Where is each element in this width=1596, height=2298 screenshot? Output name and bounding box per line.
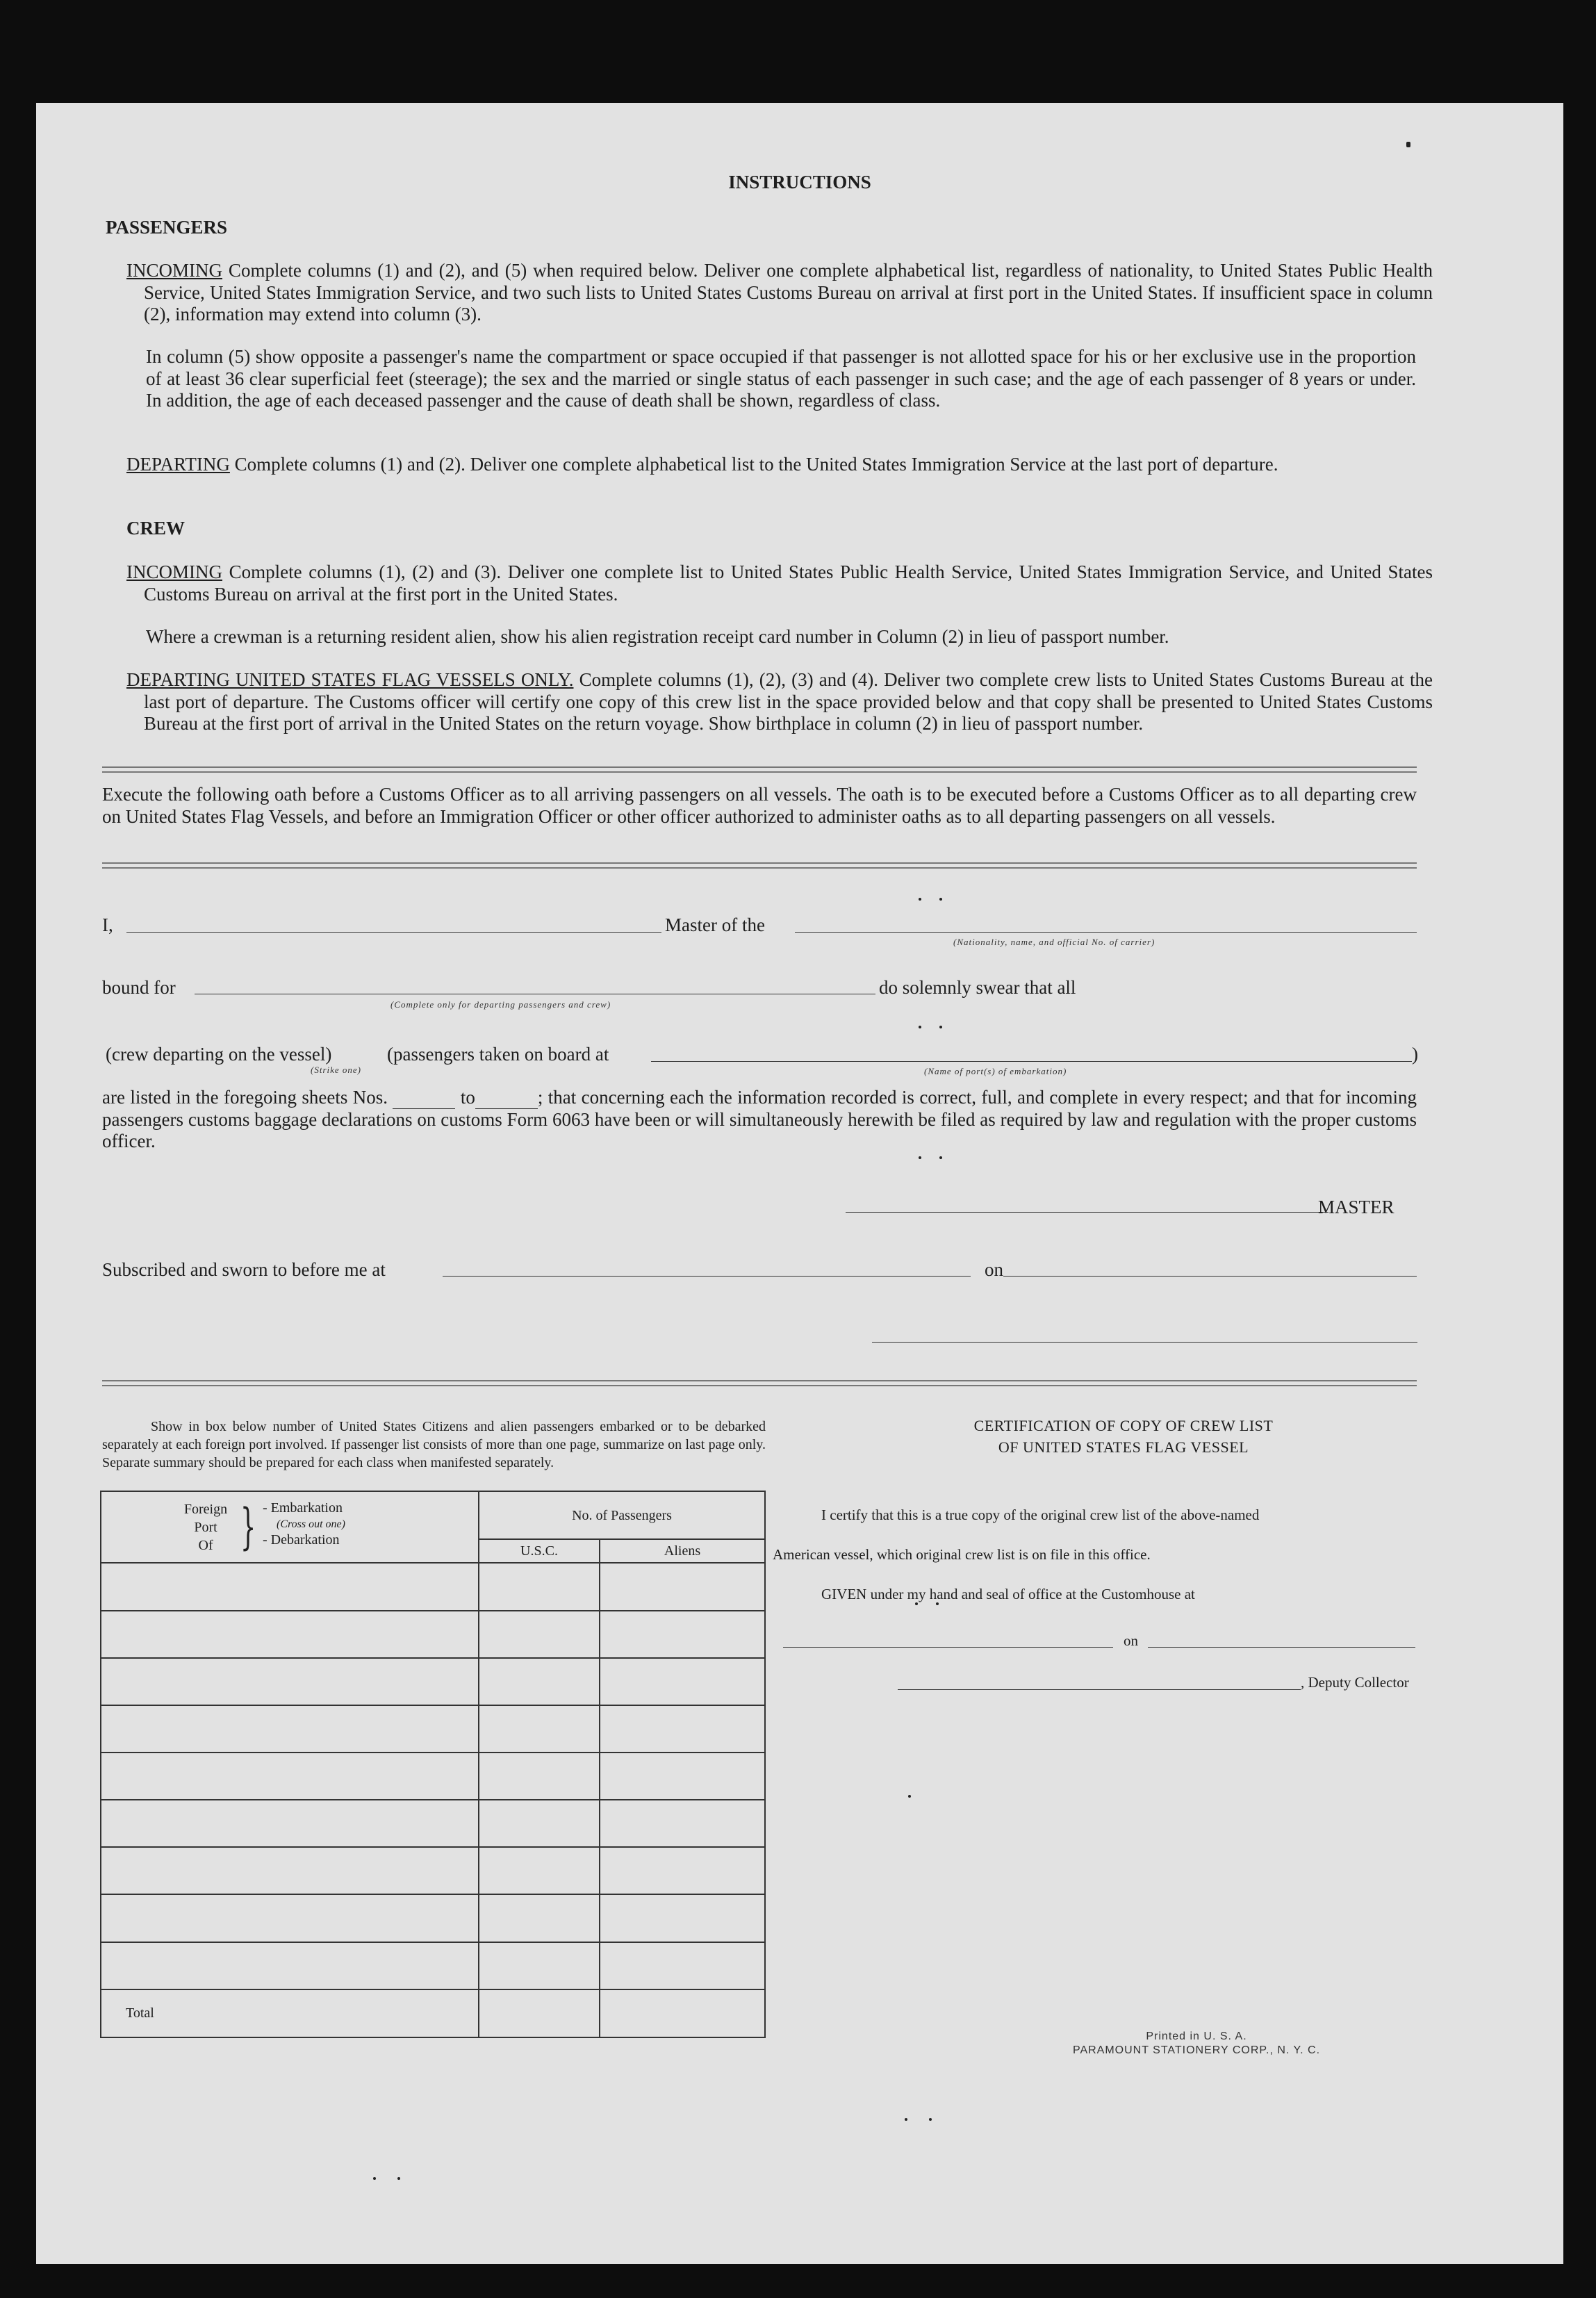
usc-cell[interactable] bbox=[479, 1563, 600, 1611]
port-cell[interactable] bbox=[101, 1563, 479, 1611]
divider bbox=[102, 862, 1417, 869]
passengers-departing-label: DEPARTING bbox=[126, 454, 230, 475]
crew-departing-option: (crew departing on the vessel) bbox=[106, 1044, 332, 1065]
aliens-cell[interactable] bbox=[600, 1658, 765, 1705]
summary-note: Show in box below number of United States Citizens and alien passengers embarked or to be debarked separately at each foreign port involved. If passenger list consists of more than one page, summarize on last page only. Separate summary should be prepared for each class when manifested separately. bbox=[102, 1419, 766, 1470]
officer-signature-field[interactable] bbox=[872, 1342, 1417, 1343]
no-passengers-header: No. of Passengers bbox=[479, 1491, 765, 1539]
speck bbox=[919, 898, 921, 901]
port-cell[interactable] bbox=[101, 1894, 479, 1942]
usc-cell[interactable] bbox=[479, 1942, 600, 1989]
aliens-cell[interactable] bbox=[600, 1611, 765, 1658]
form-page bbox=[36, 103, 1563, 2264]
passengers-incoming-text: Complete columns (1) and (2), and (5) when required below. Deliver one complete alphabetical list, regardless of nationality, to United States Public Health Service, United States Immigration Service, and two such lists to United States Customs Bureau on arrival at first port in the United States. If insufficient space in column (2), information may extend into column (3). bbox=[144, 260, 1433, 325]
certification-text2: American vessel, which original crew list is on file in this office. bbox=[773, 1546, 1151, 1563]
aliens-cell[interactable] bbox=[600, 1942, 765, 1989]
crew-incoming-paragraph bbox=[126, 561, 1433, 605]
speck bbox=[397, 2177, 400, 2180]
usc-cell[interactable] bbox=[479, 1847, 600, 1894]
divider bbox=[102, 766, 1417, 773]
printer-line1: Printed in U. S. A. bbox=[1146, 2030, 1247, 2042]
passengers-column5-paragraph: In column (5) show opposite a passenger's name the compartment or space occupied if that passenger is not allotted space for his or her exclusive use in the proportion of at least 36 clear superficial feet (steerage); the sex and the married or single status of each passenger in such case; and the age of each passenger of 8 years or under. In addition, the age of each deceased passenger and the cause of death shall be shown, regardless of class. bbox=[146, 346, 1416, 411]
certification-title-line1: CERTIFICATION OF COPY OF CREW LIST bbox=[973, 1417, 1274, 1434]
port-cell[interactable] bbox=[101, 1658, 479, 1705]
certification-on-label: on bbox=[1124, 1632, 1138, 1649]
usc-cell[interactable] bbox=[479, 1894, 600, 1942]
speck bbox=[908, 1795, 911, 1798]
crew-departing-label: DEPARTING UNITED STATES FLAG VESSELS ONLY. bbox=[126, 669, 574, 690]
passengers-incoming-label: INCOMING bbox=[126, 260, 222, 281]
foreign-label: Foreign bbox=[183, 1502, 228, 1517]
aliens-cell[interactable] bbox=[600, 1847, 765, 1894]
usc-cell[interactable] bbox=[479, 1705, 600, 1753]
speck bbox=[905, 2118, 907, 2121]
oath-instructions: Execute the following oath before a Customs Officer as to all arriving passengers on all vessels. The oath is to be executed before a Customs Officer as to all departing crew on United States Flag Vessels, and before an Immigration Officer or other officer authorized to administer oaths as to all departing passengers on all vessels. bbox=[102, 784, 1417, 827]
embarkation-label: - Embarkation bbox=[263, 1500, 343, 1516]
crew-incoming-label: INCOMING bbox=[126, 561, 222, 582]
crew-incoming-text: Complete columns (1), (2) and (3). Deliver one complete list to United States Public Health Service, United States Immigration Service, and United States Customs Bureau on arrival at the first port in the United States. bbox=[144, 561, 1433, 605]
usc-cell[interactable] bbox=[479, 1611, 600, 1658]
sheet-from-field[interactable] bbox=[393, 1087, 455, 1109]
of-label: Of bbox=[198, 1538, 213, 1553]
master-of-the-label: Master of the bbox=[665, 914, 765, 935]
speck bbox=[919, 1156, 921, 1159]
usc-cell[interactable] bbox=[479, 1658, 600, 1705]
oath-i-label: I, bbox=[102, 914, 113, 935]
certification-title bbox=[835, 1415, 1412, 1458]
close-paren: ) bbox=[1412, 1044, 1418, 1065]
port-cell[interactable] bbox=[101, 1705, 479, 1753]
port-cell[interactable] bbox=[101, 1942, 479, 1989]
speck bbox=[929, 2118, 932, 2121]
usc-cell[interactable] bbox=[479, 1753, 600, 1800]
port-cell[interactable] bbox=[101, 1753, 479, 1800]
aliens-cell[interactable] bbox=[600, 1705, 765, 1753]
port-cell[interactable] bbox=[101, 1847, 479, 1894]
sworn-location-field[interactable] bbox=[443, 1276, 971, 1277]
oath-statement bbox=[102, 1087, 1417, 1152]
sheet-to-field[interactable] bbox=[475, 1087, 538, 1109]
aliens-cell[interactable] bbox=[600, 1894, 765, 1942]
crew-departing-text: Complete columns (1), (2), (3) and (4). Deliver two complete crew lists to United States Customs Bureau at the last port of departure. The Customs officer will certify one copy of this crew list in the space provided below and that copy shall be presented to United States Customs Bureau at the first port of arrival in the United States on the return voyage. Show birthplace in column (2) in lieu of passport number. bbox=[144, 669, 1433, 734]
printer-line2: PARAMOUNT STATIONERY CORP., N. Y. C. bbox=[1072, 2044, 1321, 2056]
passengers-heading: PASSENGERS bbox=[106, 217, 228, 238]
master-signature-field[interactable] bbox=[846, 1212, 1328, 1213]
passenger-summary-table bbox=[100, 1491, 766, 2038]
usc-total-cell[interactable] bbox=[479, 1989, 600, 2037]
sworn-date-field[interactable] bbox=[1003, 1276, 1417, 1277]
passengers-departing-text: Complete columns (1) and (2). Deliver one complete alphabetical list to the United States Immigration Service at the last port of departure. bbox=[229, 454, 1278, 475]
passengers-departing-paragraph bbox=[126, 454, 1433, 476]
passengers-incoming-paragraph bbox=[126, 260, 1433, 326]
certification-text1: I certify that this is a true copy of the original crew list of the above-named bbox=[821, 1507, 1260, 1523]
printer-imprint bbox=[1016, 2030, 1377, 2058]
bound-caption: (Complete only for departing passengers and crew) bbox=[390, 999, 611, 1010]
master-label: MASTER bbox=[1318, 1197, 1395, 1217]
speck bbox=[939, 1026, 942, 1028]
port-cell[interactable] bbox=[101, 1800, 479, 1847]
cross-out-label: (Cross out one) bbox=[277, 1518, 345, 1530]
port-header-cell bbox=[101, 1491, 479, 1563]
crew-departing-paragraph bbox=[126, 669, 1433, 735]
carrier-caption: (Nationality, name, and official No. of carrier) bbox=[953, 937, 1155, 947]
debarkation-label: - Debarkation bbox=[263, 1532, 340, 1548]
page-title: INSTRUCTIONS bbox=[728, 172, 871, 192]
strike-one-caption: (Strike one) bbox=[311, 1065, 362, 1075]
certification-title-line2: OF UNITED STATES FLAG VESSEL bbox=[998, 1438, 1249, 1456]
master-name-field[interactable] bbox=[126, 932, 661, 933]
sheets-to-label: to bbox=[460, 1087, 475, 1108]
port-caption: (Name of port(s) of embarkation) bbox=[924, 1066, 1067, 1076]
port-of-embarkation-field[interactable] bbox=[651, 1061, 1412, 1062]
port-cell[interactable] bbox=[101, 1611, 479, 1658]
oath-statement-text: ; that concerning each the information recorded is correct, full, and complete in every respect; and that for incoming passengers customs baggage declarations on customs Form 6063 have been or will simultaneously herewith be filed as required by law and regulation with the proper customs officer. bbox=[102, 1087, 1417, 1151]
aliens-cell[interactable] bbox=[600, 1563, 765, 1611]
usc-cell[interactable] bbox=[479, 1800, 600, 1847]
aliens-header: Aliens bbox=[600, 1539, 765, 1562]
deputy-collector-label: , Deputy Collector bbox=[1301, 1674, 1409, 1691]
deputy-signature-field[interactable] bbox=[898, 1689, 1301, 1690]
crew-resident-paragraph: Where a crewman is a returning resident alien, show his alien registration receipt card number in Column (2) in lieu of passport number. bbox=[146, 626, 1169, 647]
speck bbox=[915, 1602, 918, 1605]
sworn-on-label: on bbox=[985, 1259, 1003, 1280]
speck bbox=[1406, 142, 1410, 147]
subscribed-label: Subscribed and sworn to before me at bbox=[102, 1259, 386, 1280]
usc-header: U.S.C. bbox=[479, 1539, 600, 1562]
divider bbox=[102, 1380, 1417, 1386]
speck bbox=[939, 898, 942, 901]
aliens-total-cell[interactable] bbox=[600, 1989, 765, 2037]
aliens-cell[interactable] bbox=[600, 1800, 765, 1847]
certification-text3: GIVEN under my hand and seal of office at the Customhouse at bbox=[821, 1586, 1195, 1602]
solemnly-swear-label: do solemnly swear that all bbox=[879, 977, 1076, 998]
port-label: Port bbox=[194, 1520, 217, 1535]
passengers-taken-option: (passengers taken on board at bbox=[387, 1044, 609, 1065]
brace-icon: } bbox=[240, 1498, 256, 1555]
speck bbox=[919, 1026, 921, 1028]
sheets-label: are listed in the foregoing sheets Nos. bbox=[102, 1087, 388, 1108]
customhouse-field[interactable] bbox=[783, 1647, 1113, 1648]
crew-heading: CREW bbox=[126, 518, 186, 539]
total-label: Total bbox=[101, 1989, 479, 2037]
aliens-cell[interactable] bbox=[600, 1753, 765, 1800]
certification-date-field[interactable] bbox=[1148, 1647, 1415, 1648]
carrier-field[interactable] bbox=[795, 932, 1417, 933]
speck bbox=[373, 2177, 376, 2180]
speck bbox=[939, 1156, 942, 1159]
bound-for-label: bound for bbox=[102, 977, 176, 998]
speck bbox=[936, 1602, 939, 1605]
